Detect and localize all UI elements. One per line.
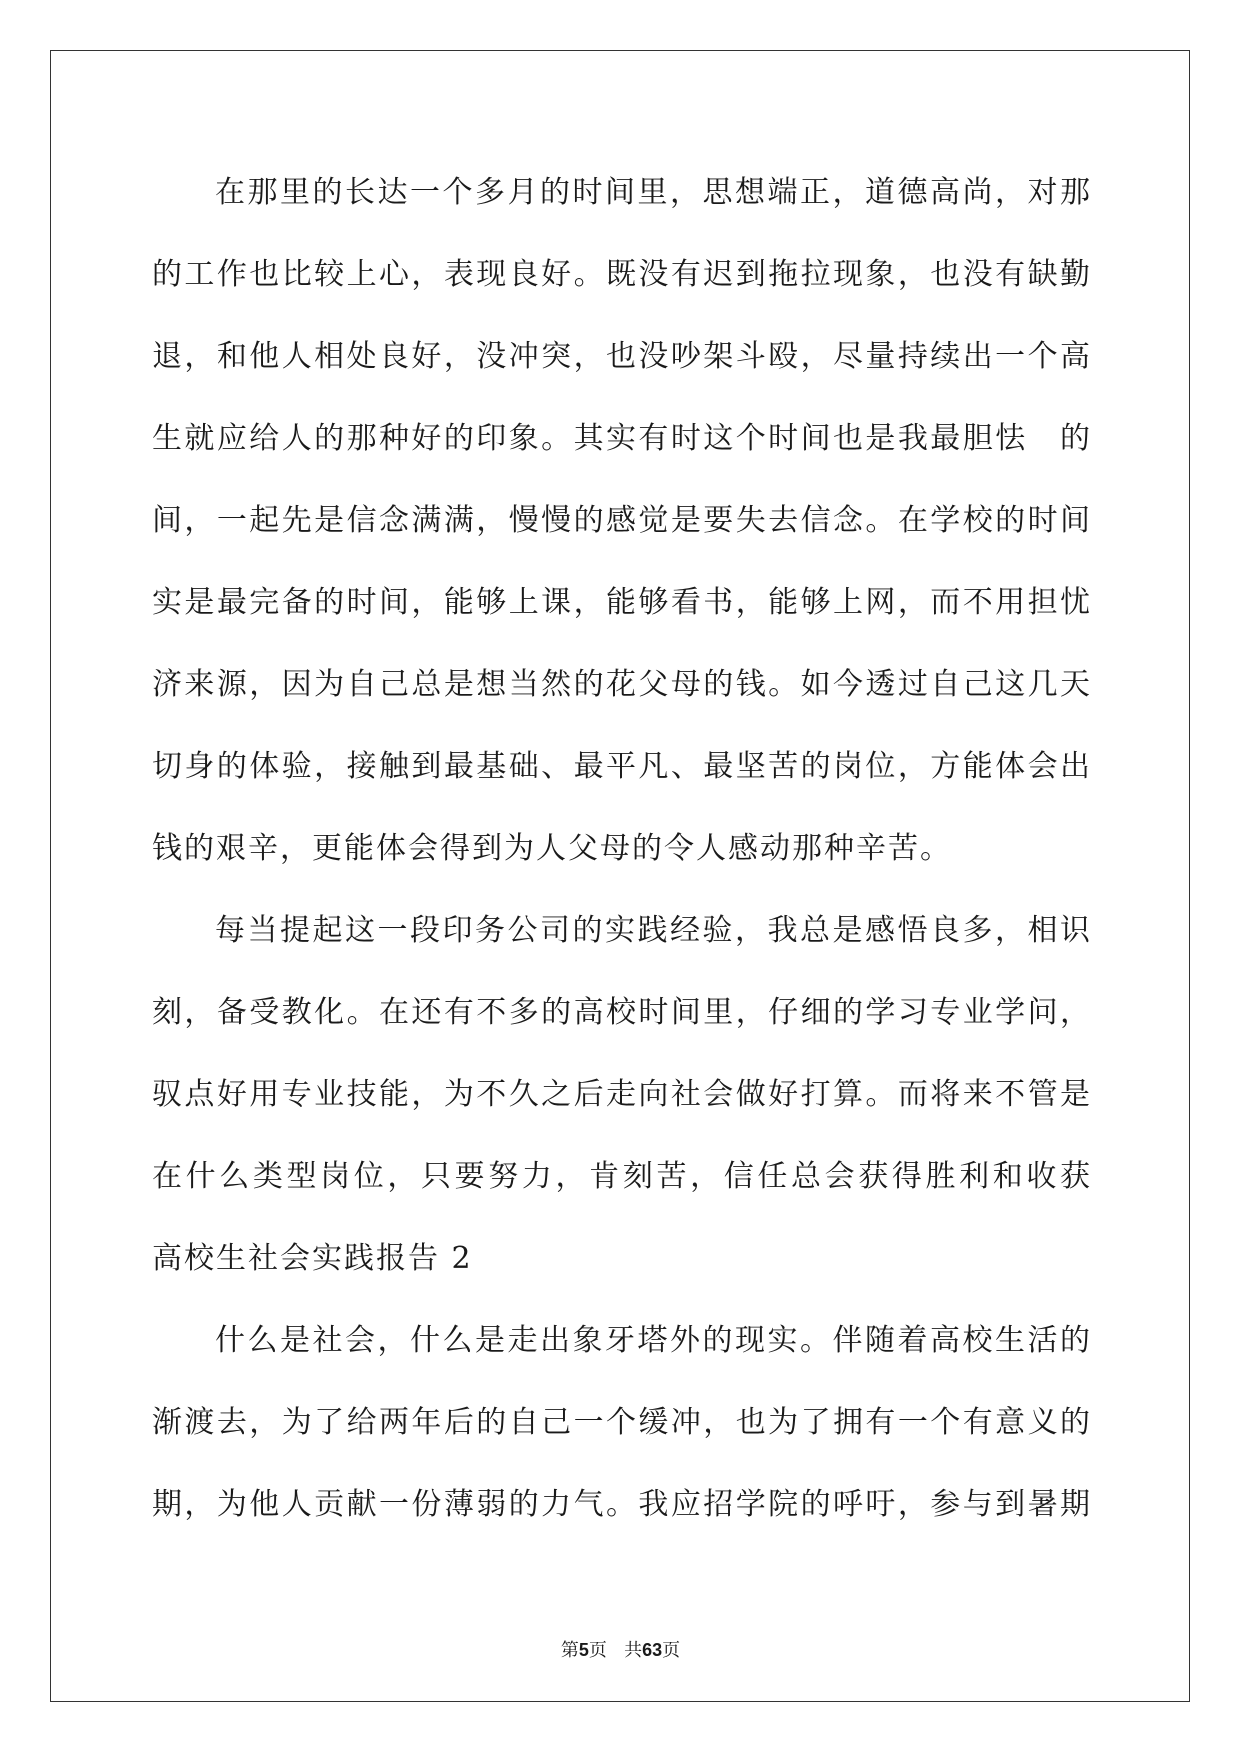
text-line: 渐渡去，为了给两年后的自己一个缓冲，也为了拥有一个有意义的 [152, 1405, 1092, 1440]
text-line: 驭点好用专业技能，为不久之后走向社会做好打算。而将来不管是 [152, 1077, 1092, 1112]
text-line: 间，一起先是信念满满，慢慢的感觉是要失去信念。在学校的时间 [152, 503, 1092, 538]
text-line: 的工作也比较上心，表现良好。既没有迟到拖拉现象，也没有缺勤 [152, 257, 1092, 292]
text-line: 在那里的长达一个多月的时间里，思想端正，道德高尚，对那 [215, 175, 1092, 210]
text-line: 切身的体验，接触到最基础、最平凡、最坚苦的岗位，方能体会出 [152, 749, 1092, 784]
text-line: 生就应给人的那种好的印象。其实有时这个时间也是我最胆怯 的 [152, 421, 1092, 456]
text-line: 济来源，因为自己总是想当然的花父母的钱。如今透过自己这几天 [152, 667, 1092, 702]
text-line: 每当提起这一段印务公司的实践经验，我总是感悟良多，相识 [215, 913, 1092, 948]
footer-total-suffix: 页 [662, 1640, 681, 1661]
text-line: 在什么类型岗位，只要努力，肯刻苦，信任总会获得胜利和收获 [152, 1159, 1092, 1194]
page-footer [0, 1636, 1241, 1662]
total-pages: 63 [642, 1640, 663, 1660]
footer-page-suffix: 页 [588, 1640, 607, 1661]
text-line: 什么是社会，什么是走出象牙塔外的现实。伴随着高校生活的 [215, 1323, 1092, 1358]
footer-total-prefix: 共 [624, 1640, 643, 1661]
page-number: 5 [578, 1640, 589, 1660]
document-body [152, 152, 1092, 1546]
text-line: 退，和他人相处良好，没冲突，也没吵架斗殴，尽量持续出一个高 [152, 339, 1092, 374]
footer-prefix: 第 [560, 1640, 579, 1661]
section-heading: 高校生社会实践报告 2 [152, 1241, 473, 1276]
text-line: 期，为他人贡献一份薄弱的力气。我应招学院的呼吁，参与到暑期 [152, 1487, 1092, 1522]
text-line: 钱的艰辛，更能体会得到为人父母的令人感动那种辛苦。 [152, 831, 952, 866]
text-line: 刻，备受教化。在还有不多的高校时间里，仔细的学习专业学问， [152, 995, 1092, 1030]
text-line: 实是最完备的时间，能够上课，能够看书，能够上网，而不用担忧 [152, 585, 1092, 620]
